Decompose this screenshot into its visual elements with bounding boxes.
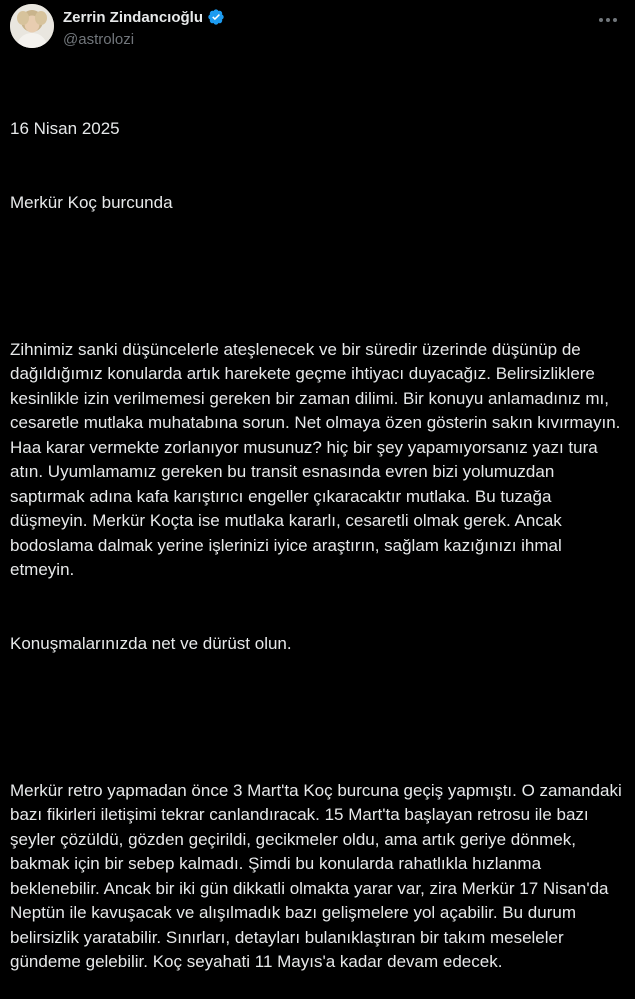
author-handle[interactable]: @astrolozi <box>63 31 135 48</box>
tweet-paragraph-1: Zihnimiz sanki düşüncelerle ateşlenecek ve bir süredir üzerinde düşünüp de dağıldığımız konularda artık harekete geçme ihtiyacı duyacağız. Belirsizliklere kesinlikle izin verilmemesi gereken bir zaman dilimi. Bir konuyu anlamadınız mı, cesaretle mutlaka muhatabına sorun. Net olmaya özen gösterin sakın kıvırmayın. Haa karar vermekte zorlanıyor musunuz? hiç bir şey yapamıyorsanız yazı tura atın. Uyumlamamız gereken bu transit esnasında evren bizi yolumuzdan saptırmak adına kafa karıştırıcı engeller çıkaracaktır mutlaka. Bu tuzağa düşmeyin. Merkür Koçta ise mutlaka kararlı, cesaretli olmak gerek. Ancak bodoslama dalmak yerine işlerinizi iyice araştırın, sağlam kazığınızı ihmal etmeyin. <box>10 339 626 579</box>
tweet-text <box>10 68 628 999</box>
more-horizontal-icon <box>598 17 618 23</box>
tweet-date-line: 16 Nisan 2025 <box>10 119 120 138</box>
verified-badge-icon <box>207 8 225 26</box>
paragraph-spacer <box>10 705 628 730</box>
author-display-name[interactable]: Zerrin Zindancıoğlu <box>63 8 204 26</box>
paragraph-spacer <box>10 264 628 289</box>
tweet-paragraph-2: Merkür retro yapmadan önce 3 Mart'ta Koç burcuna geçiş yapmıştı. O zamandaki bazı fikirleri iletişimi tekrar canlandıracak. 15 Mart'ta başlayan retrosu ile bazı şeyler çözüldü, gözden geçirildi, gecikmeler oldu, ama artık geriye dönmek, bakmak için bir sebep kalmadı. Şimdi bu konularda rahatlıkla hızlanma beklenebilir. Ancak bir iki gün dikkatli olmakta yarar var, zira Merkür 17 Nisan'da Neptün ile kavuşacak ve alışılmadık bazı gelişmelere yol açabilir. Bu durum belirsizlik yaratabilir. Sınırları, detayları bulanıklaştıran bir takım meseleler gündeme gelebilir. Koç seyahati 11 Mayıs'a kadar devam edecek. <box>10 780 627 971</box>
author-name-row <box>63 8 225 26</box>
tweet-paragraph-1b: Konuşmalarınızda net ve dürüst olun. <box>10 633 292 653</box>
tweet-title-line: Merkür Koç burcunda <box>10 192 173 212</box>
avatar[interactable] <box>10 4 54 48</box>
avatar-photo-icon <box>10 4 54 48</box>
more-options-button[interactable] <box>595 10 621 30</box>
tweet-header <box>10 4 625 54</box>
